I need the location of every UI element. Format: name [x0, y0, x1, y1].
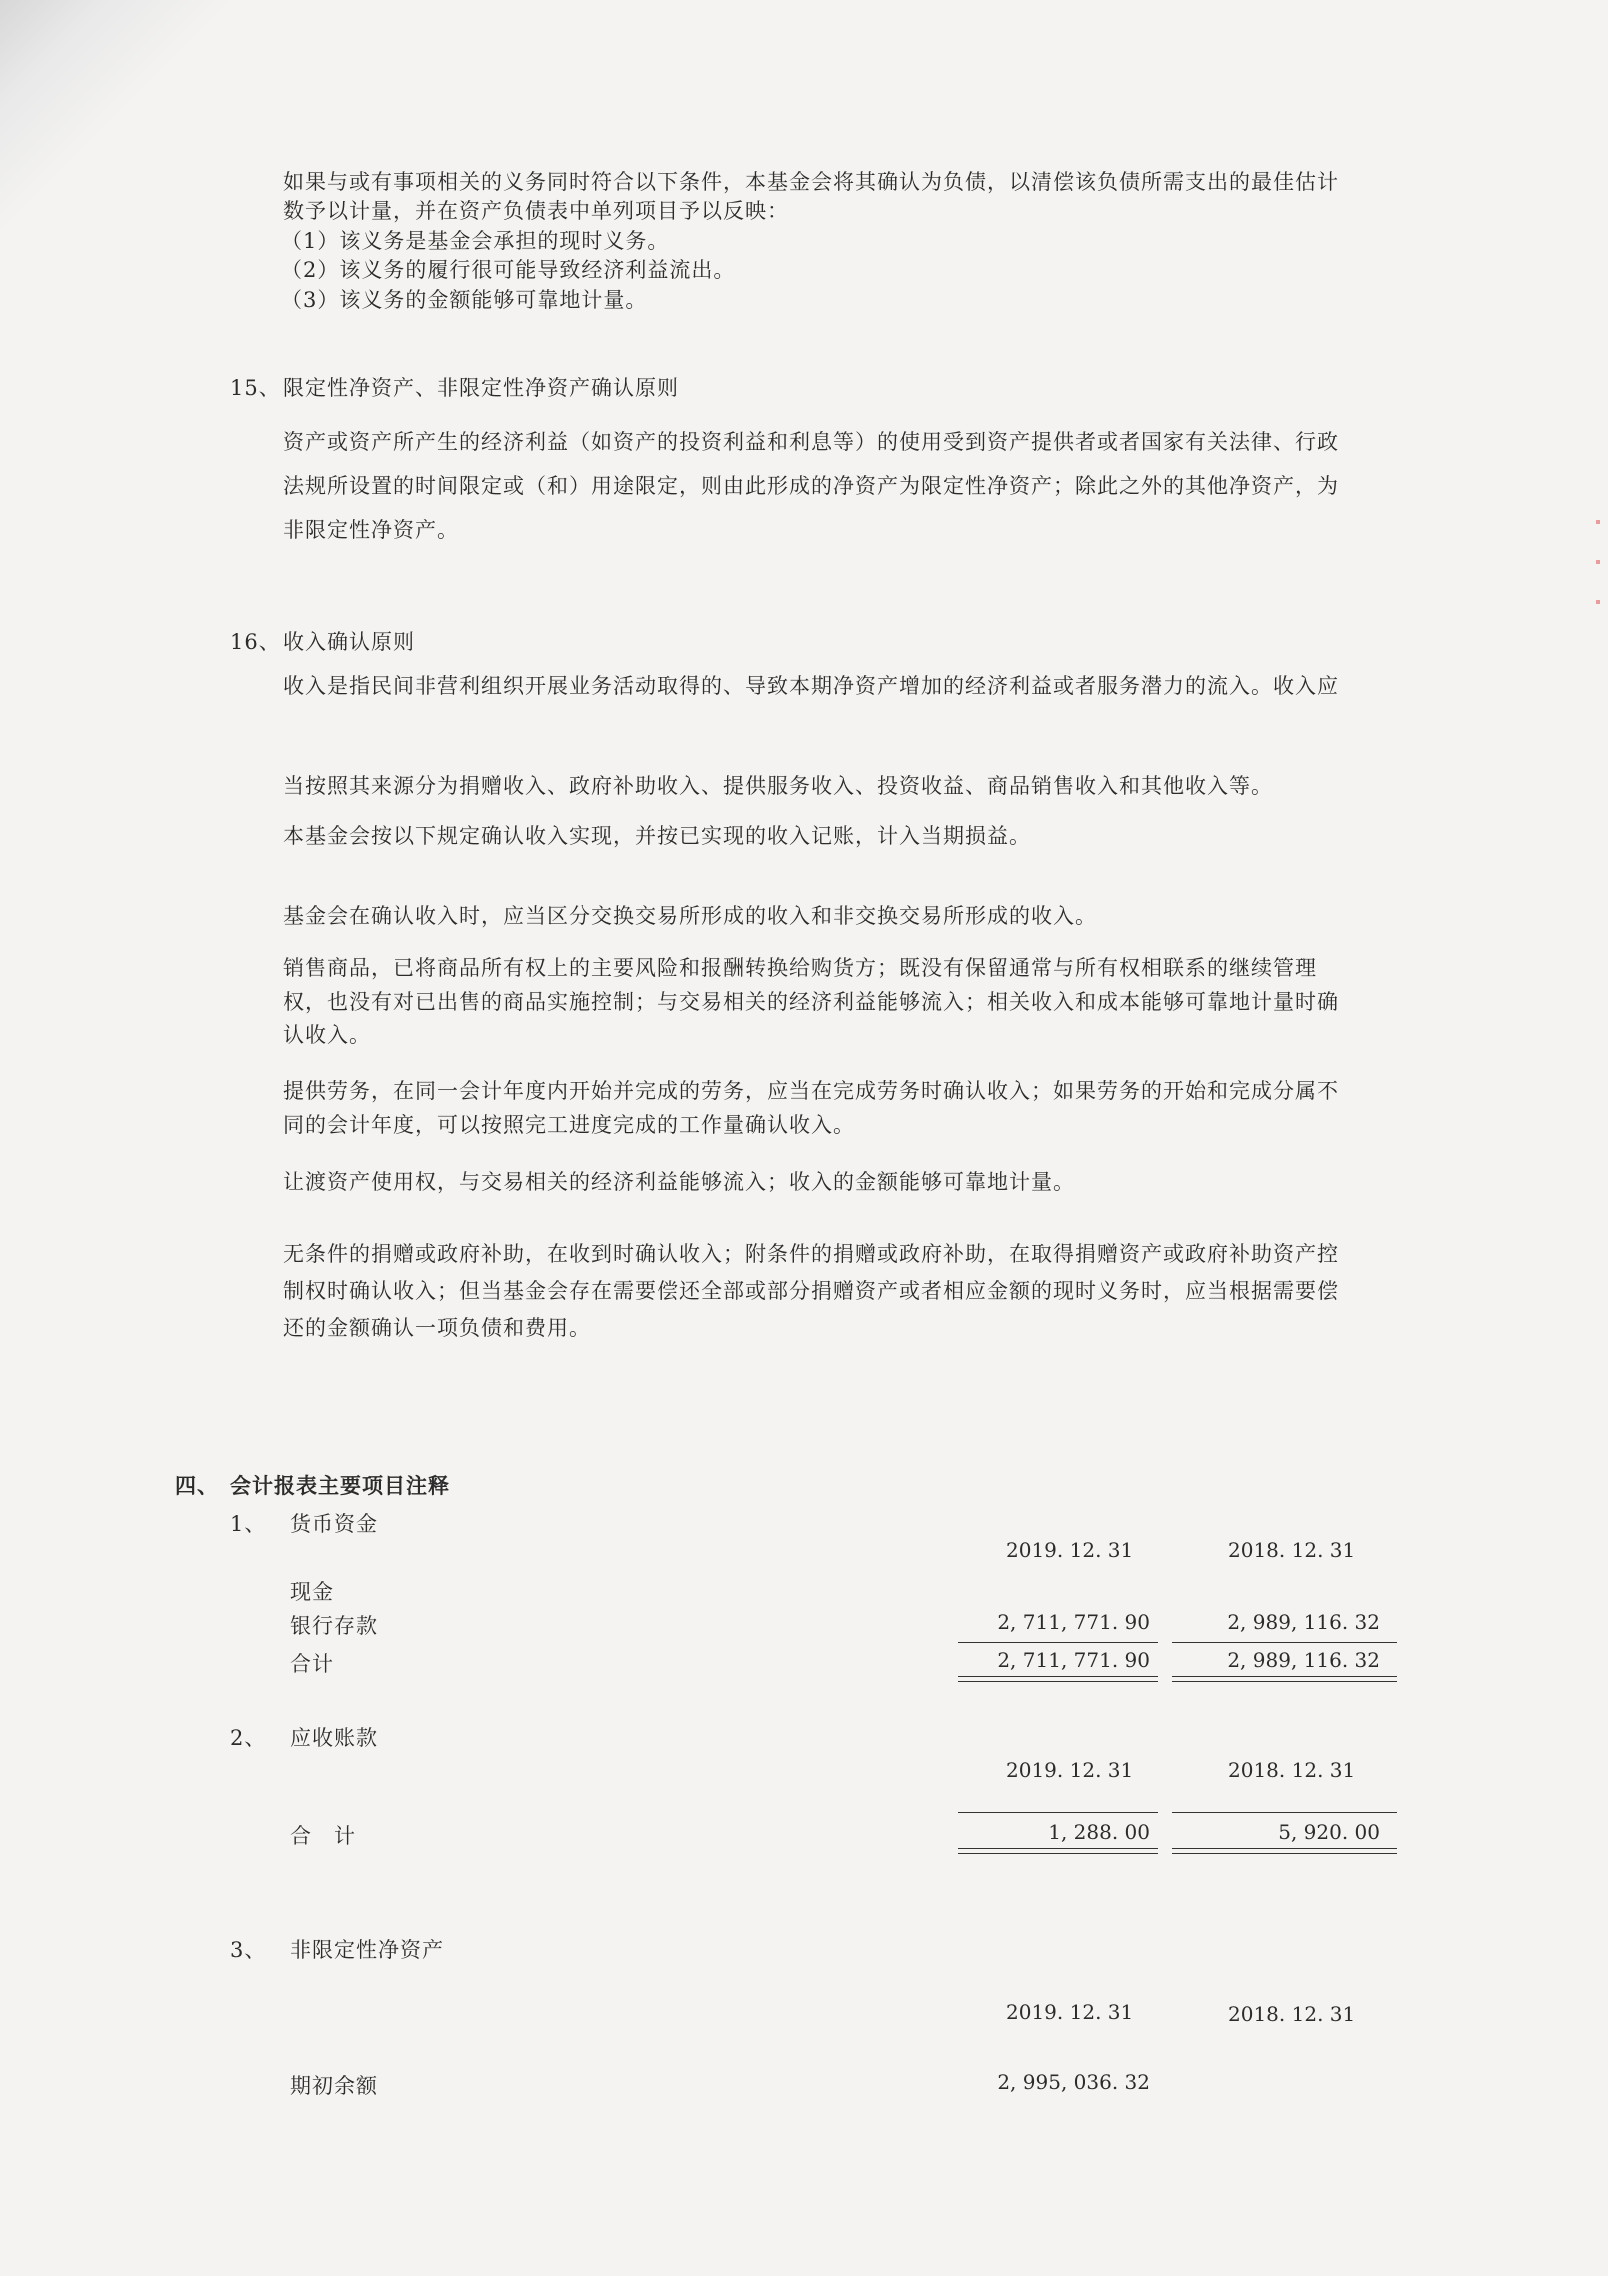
text-line: 数予以计量，并在资产负债表中单列项目予以反映：: [283, 199, 789, 224]
item-1-number: 1、: [230, 1512, 267, 1536]
item-1-col-2019: 2019. 12. 31: [1006, 1538, 1134, 1562]
item-3-col-2018: 2018. 12. 31: [1228, 2002, 1356, 2026]
section-16-p2: [283, 770, 1393, 803]
condition-1: （1）该义务是基金会承担的现时义务。: [281, 228, 670, 253]
receivable-rule-2018: [1172, 1812, 1397, 1813]
receivable-rule-2019: [958, 1812, 1158, 1813]
receivable-double-rule-2018: [1172, 1848, 1397, 1854]
part-4-title: 会计报表主要项目注释: [230, 1473, 450, 1498]
condition-3: （3）该义务的金额能够可靠地计量。: [281, 287, 648, 312]
section-16-number: 16、: [230, 630, 281, 654]
item-2-col-2019: 2019. 12. 31: [1006, 1758, 1134, 1782]
text-line: 销售商品，已将商品所有权上的主要风险和报酬转换给购货方；既没有保留通常与所有权相联系的继续管理: [283, 956, 1317, 980]
opening-balance-label: 期初余额: [290, 2074, 378, 2098]
text-line: 本基金会按以下规定确认收入实现，并按已实现的收入记账，计入当期损益。: [283, 824, 1031, 848]
item-1-col-2018: 2018. 12. 31: [1228, 1538, 1356, 1562]
section-15-paragraph: [283, 420, 1393, 552]
condition-2: （2）该义务的履行很可能导致经济利益流出。: [281, 258, 736, 283]
text-line: 当按照其来源分为捐赠收入、政府补助收入、提供服务收入、投资收益、商品销售收入和其他收入等。: [283, 774, 1273, 798]
text-line: 提供劳务，在同一会计年度内开始并完成的劳务，应当在完成劳务时确认收入；如果劳务的开始和完成分属不: [283, 1079, 1339, 1103]
text-line: 无条件的捐赠或政府补助，在收到时确认收入；附条件的捐赠或政府补助，在取得捐赠资产或政府补助资产控: [283, 1242, 1339, 1266]
text-line: 认收入。: [283, 1023, 371, 1048]
item-2-col-2018: 2018. 12. 31: [1228, 1758, 1356, 1782]
scan-edge-marks: [1596, 520, 1600, 640]
text-line: 基金会在确认收入时，应当区分交换交易所形成的收入和非交换交易所形成的收入。: [283, 904, 1097, 928]
subtotal-rule-2019: [958, 1642, 1158, 1643]
text-line: 资产或资产所产生的经济利益（如资产的投资利益和利息等）的使用受到资产提供者或者国家有关法律、行政: [283, 430, 1339, 454]
receivable-2018: 5, 920. 00: [1278, 1820, 1380, 1844]
contingency-paragraph: [283, 168, 1393, 315]
text-line: 法规所设置的时间限定或（和）用途限定，则由此形成的净资产为限定性净资产；除此之外的其他净资产，为: [283, 474, 1339, 499]
section-16-p7: [283, 1166, 1393, 1199]
text-line: 同的会计年度，可以按照完工进度完成的工作量确认收入。: [283, 1112, 855, 1137]
opening-balance-2019: 2, 995, 036. 32: [997, 2070, 1150, 2094]
receivable-total-label: 合 计: [290, 1824, 356, 1848]
section-16-p6: [283, 1075, 1393, 1142]
subtotal-rule-2018: [1172, 1642, 1397, 1643]
text-line: 还的金额确认一项负债和费用。: [283, 1315, 591, 1340]
total-2018: 2, 989, 116. 32: [1227, 1648, 1380, 1672]
text-line: 制权时确认收入；但当基金会存在需要偿还全部或部分捐赠资产或者相应金额的现时义务时，应当根据需要偿: [283, 1278, 1339, 1303]
text-line: 权，也没有对已出售的商品实施控制；与交易相关的经济利益能够流入；相关收入和成本能够可靠地计量时确: [283, 989, 1339, 1014]
section-16-title: 收入确认原则: [283, 630, 415, 654]
text-line: 收入是指民间非营利组织开展业务活动取得的、导致本期净资产增加的经济利益或者服务潜力的流入。收入应: [283, 674, 1339, 698]
section-16-p3: [283, 820, 1393, 853]
bank-deposit-2018: 2, 989, 116. 32: [1227, 1610, 1380, 1634]
scan-corner-shadow: [0, 0, 230, 240]
section-15-number: 15、: [230, 376, 281, 400]
total-2019: 2, 711, 771. 90: [997, 1648, 1150, 1672]
receivable-double-rule-2019: [958, 1848, 1158, 1854]
row-label-bank-deposit: 银行存款: [290, 1614, 378, 1638]
section-16-p5: [283, 952, 1393, 1053]
row-label-total: 合计: [290, 1652, 334, 1676]
text-line: 如果与或有事项相关的义务同时符合以下条件，本基金会将其确认为负债，以清偿该负债所需支出的最佳估计: [283, 170, 1339, 194]
item-3-number: 3、: [230, 1938, 267, 1962]
section-16-p8: [283, 1236, 1393, 1346]
item-3-col-2019: 2019. 12. 31: [1006, 2000, 1134, 2024]
section-15-title: 限定性净资产、非限定性净资产确认原则: [283, 376, 679, 400]
item-2-number: 2、: [230, 1726, 267, 1750]
item-2-title: 应收账款: [290, 1726, 378, 1750]
item-1-title: 货币资金: [290, 1512, 378, 1536]
section-16-p1: [283, 670, 1393, 703]
total-double-rule-2019: [958, 1676, 1158, 1682]
section-16-p4: [283, 900, 1393, 933]
bank-deposit-2019: 2, 711, 771. 90: [997, 1610, 1150, 1634]
part-4-number: 四、: [175, 1473, 219, 1498]
item-3-title: 非限定性净资产: [290, 1938, 444, 1962]
row-label-cash: 现金: [290, 1580, 334, 1604]
receivable-2019: 1, 288. 00: [1048, 1820, 1150, 1844]
total-double-rule-2018: [1172, 1676, 1397, 1682]
text-line: 非限定性净资产。: [283, 518, 459, 543]
text-line: 让渡资产使用权，与交易相关的经济利益能够流入；收入的金额能够可靠地计量。: [283, 1170, 1075, 1194]
